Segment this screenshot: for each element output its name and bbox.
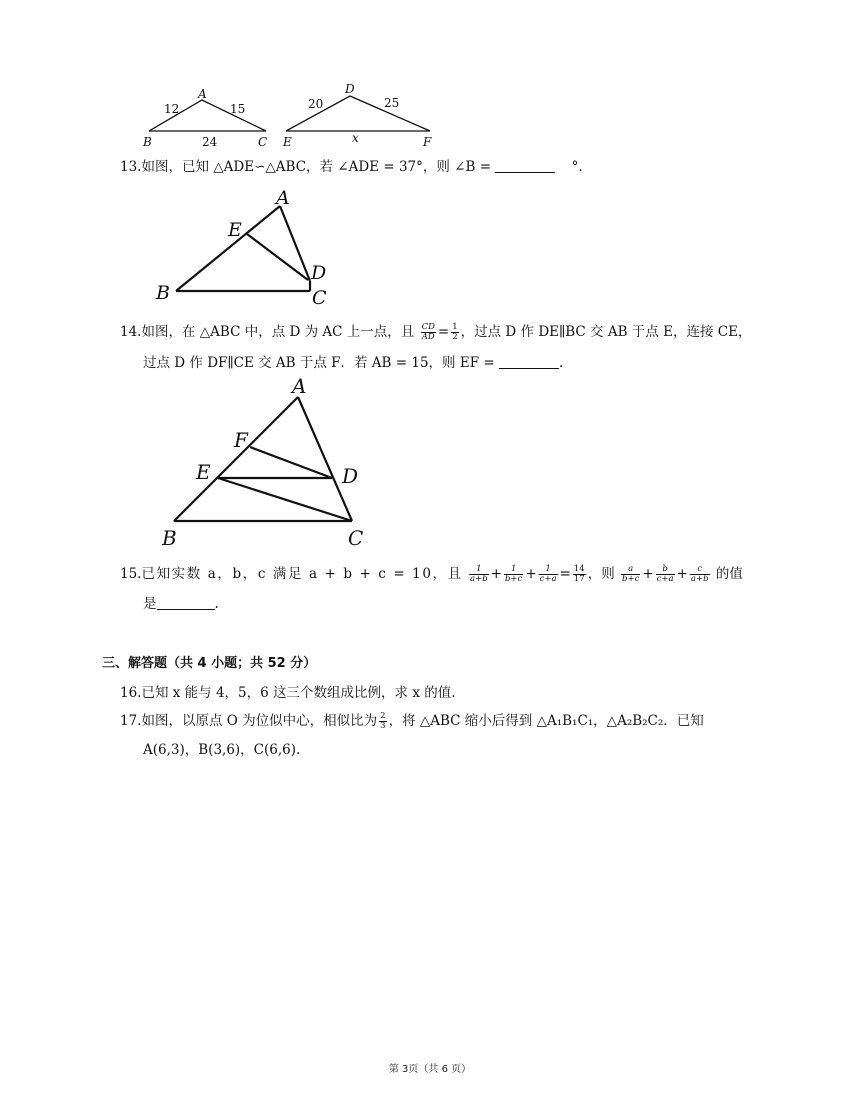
q15-frac-1-ca: $\frac{1}{c+a}$ <box>539 564 557 584</box>
q15-frac-1-bc: $\frac{1}{b+c}$ <box>504 564 523 584</box>
question-14-line2 <box>143 353 563 373</box>
side-24: 24 <box>202 135 218 149</box>
q17-text-a: 如图，以原点 O 为位似中心，相似比为 <box>141 713 378 729</box>
q14-frac-cd-ad: $\frac{CD}{AD}$ <box>421 322 435 342</box>
q14-frac-half: $\frac{1}{2}$ <box>452 322 458 342</box>
q14-period: . <box>558 355 564 371</box>
label-F-top: F <box>423 135 432 149</box>
question-14-line1 <box>120 322 751 342</box>
question-17-line1 <box>120 711 704 731</box>
q13-label-E: E <box>228 219 242 241</box>
question-13 <box>120 157 583 177</box>
q15-frac-c-ab: $\frac{c}{a+b}$ <box>690 564 709 584</box>
q15-text-a: 已知实数 a，b，c 满足 a + b + c = 10，且 <box>141 566 463 582</box>
q14-figure <box>160 375 380 553</box>
q14-label-D: D <box>342 464 359 488</box>
q15-period: . <box>214 596 219 612</box>
q17-text-line2: A(6,3)，B(3,6)，C(6,6). <box>143 742 301 758</box>
q14-label-E: E <box>196 460 211 484</box>
q15-frac-a-bc: $\frac{a}{b+c}$ <box>622 564 640 584</box>
q14-text-line2: 过点 D 作 DF∥CE 交 AB 于点 F．若 AB = 15，则 EF = <box>143 355 495 371</box>
q17-frac-2-3: $\frac{2}{3}$ <box>380 711 386 731</box>
q14-number: 14. <box>120 324 142 340</box>
q13-text: 如图，已知 △ADE∽△ABC，若 ∠ADE = 37°，则 ∠B = <box>141 159 492 175</box>
label-B-top: B <box>143 135 152 149</box>
q13-label-B: B <box>156 282 170 304</box>
label-C-top: C <box>258 135 268 149</box>
q13-label-D: D <box>311 262 327 284</box>
label-E-top: E <box>283 135 292 149</box>
q15-text-c: 的值 <box>715 566 743 582</box>
similar-triangles-figure <box>140 78 440 150</box>
q15-frac-1-ab: $\frac{1}{a+b}$ <box>470 564 488 584</box>
q13-label-A: A <box>276 187 290 209</box>
side-20: 20 <box>308 97 324 111</box>
question-15-line1: 15.已知实数 a，b，c 满足 a + b + c = 10，且 $\frac{1}{a+b}$ + $\frac{1}{b+c}$ + $\frac{1}{c+a}$ = $\frac{14}{17}$ ，则 $\frac{a}{b+c}$ + $\frac{b}{c+a}$ + $\frac{c}{a+b}$ 的值 <box>120 564 743 584</box>
label-D-top: D <box>345 82 355 96</box>
q15-frac-14-17: $\frac{14}{17}$ <box>573 564 585 584</box>
q17-number: 17. <box>120 713 142 729</box>
q13-label-C: C <box>312 287 327 308</box>
side-x: x <box>352 131 359 145</box>
q15-frac-b-ca: $\frac{b}{c+a}$ <box>656 564 674 584</box>
q13-suffix: °. <box>571 159 583 175</box>
q14-text-a: 如图，在 △ABC 中，点 D 为 AC 上一点，且 <box>141 324 415 340</box>
question-15-line2 <box>143 594 219 614</box>
q14-label-F: F <box>234 428 248 452</box>
q14-answer-blank[interactable] <box>499 354 559 369</box>
q14-text-c: ，过点 D 作 DE∥BC 交 AB 于点 E，连接 CE， <box>460 324 752 340</box>
question-16 <box>120 683 456 703</box>
side-25: 25 <box>384 96 400 110</box>
q17-text-b: ，将 △ABC 缩小后得到 △A₁B₁C₁，△A₂B₂C₂．已知 <box>388 713 704 729</box>
q14-equals: = <box>437 324 450 340</box>
page-footer: 第 3页（共 6 页） <box>388 1064 472 1075</box>
q14-label-C: C <box>348 526 364 550</box>
label-A-top: A <box>198 87 207 101</box>
q16-number: 16. <box>120 685 142 701</box>
q15-text-line2: 是 <box>143 596 157 612</box>
q15-answer-blank[interactable] <box>157 595 215 610</box>
question-17-line2 <box>143 740 300 760</box>
q13-answer-blank[interactable] <box>495 158 555 173</box>
side-15: 15 <box>230 102 246 116</box>
q13-figure <box>148 186 348 308</box>
q15-text-b: ，则 <box>587 566 615 582</box>
section-3-title: 三、解答题（共 4 小题；共 52 分） <box>102 656 317 671</box>
q14-label-A: A <box>292 375 307 398</box>
q15-number: 15. <box>120 566 142 582</box>
q14-label-B: B <box>162 526 177 550</box>
q16-text: 已知 x 能与 4，5，6 这三个数组成比例，求 x 的值. <box>141 685 456 701</box>
side-12: 12 <box>164 102 180 116</box>
q13-number: 13. <box>120 159 142 175</box>
